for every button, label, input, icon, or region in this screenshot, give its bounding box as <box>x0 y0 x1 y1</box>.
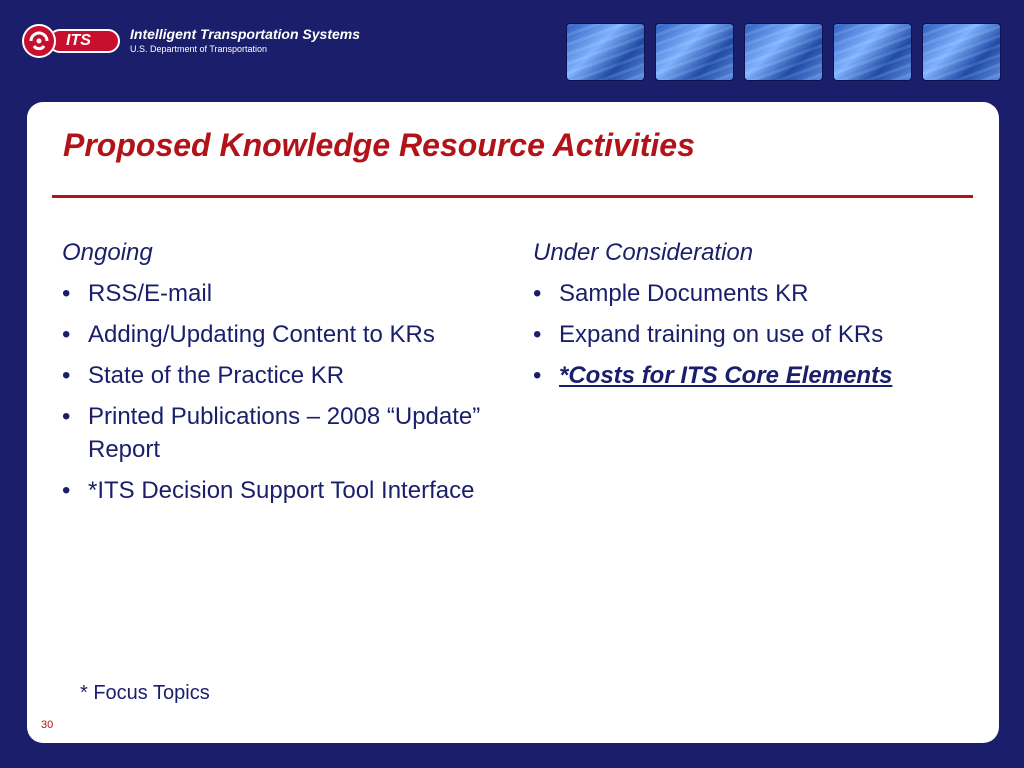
costs-link[interactable]: *Costs for ITS Core Elements <box>559 362 893 389</box>
its-logo <box>22 22 382 62</box>
under-consideration-column <box>533 238 993 400</box>
header-banner <box>0 0 1024 100</box>
focus-topics-footnote: * Focus Topics <box>80 682 210 704</box>
ongoing-column <box>62 238 482 515</box>
list-item <box>62 400 482 466</box>
bullet-icon: • <box>62 280 71 307</box>
list-item-text: Expand training on use of KRs <box>559 321 884 348</box>
list-item-text: Adding/Updating Content to KRs <box>88 321 435 348</box>
list-item-text: *ITS Decision Support Tool Interface <box>88 477 475 504</box>
list-item-text: Sample Documents KR <box>559 280 809 307</box>
list-item-text: State of the Practice KR <box>88 362 345 389</box>
under-consideration-heading: Under Consideration <box>533 239 754 266</box>
logo-subtitle: U.S. Department of Transportation <box>130 44 268 54</box>
bullet-icon: • <box>533 362 542 389</box>
page-number: 30 <box>41 719 54 731</box>
ambulance-photo <box>655 23 734 81</box>
logo-title: Intelligent Transportation Systems <box>130 26 361 42</box>
truck-photo <box>922 23 1001 81</box>
list-item <box>62 318 482 351</box>
list-item <box>533 277 993 310</box>
ongoing-list <box>62 277 482 507</box>
list-item <box>62 277 482 310</box>
bullet-icon: • <box>533 321 542 348</box>
traffic-photo <box>744 23 823 81</box>
its-badge: ITS <box>48 29 120 53</box>
title-divider <box>52 195 973 198</box>
list-item-text: Printed Publications – 2008 “Update” Report <box>88 403 481 463</box>
list-item <box>533 318 993 351</box>
slide-title: Proposed Knowledge Resource Activities <box>63 127 695 163</box>
list-item <box>62 359 482 392</box>
bullet-icon: • <box>533 280 542 307</box>
bullet-icon: • <box>62 403 71 430</box>
bridge-photo <box>833 23 912 81</box>
under-consideration-list <box>533 277 993 392</box>
bullet-icon: • <box>62 477 71 504</box>
dot-logo-icon <box>22 24 56 58</box>
bullet-icon: • <box>62 362 71 389</box>
list-item <box>62 474 482 507</box>
list-item <box>533 359 993 392</box>
list-item-text: RSS/E-mail <box>88 280 213 307</box>
bullet-icon: • <box>62 321 71 348</box>
highway-photo <box>566 23 645 81</box>
ongoing-heading: Ongoing <box>62 239 153 266</box>
